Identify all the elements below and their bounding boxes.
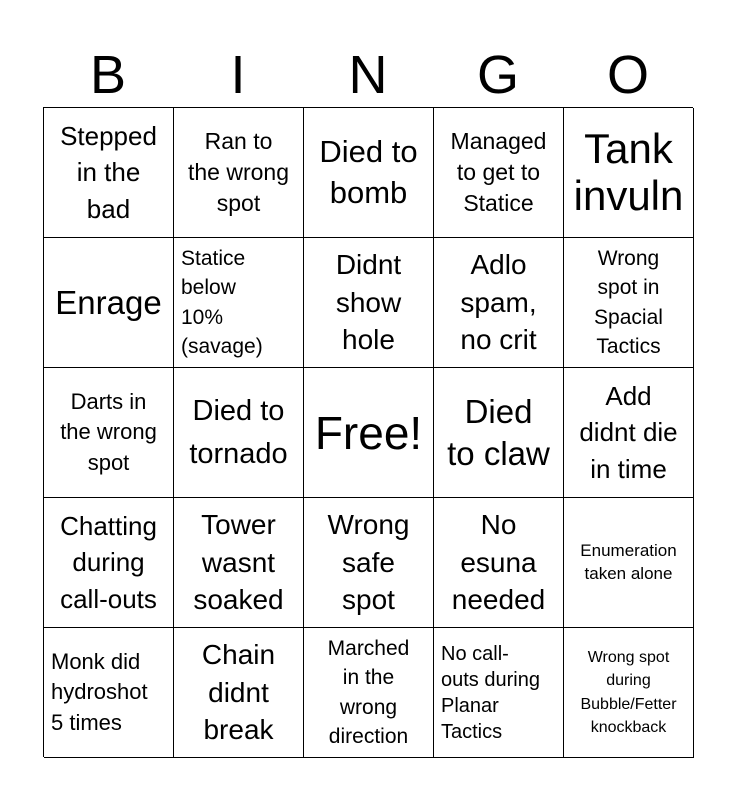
header-letter-b: B (89, 45, 127, 105)
cell-text: Enrage (55, 283, 162, 321)
cell-text: Monk did hydroshot 5 times (51, 649, 148, 735)
bingo-cell[interactable] (564, 238, 694, 368)
bingo-cell[interactable] (434, 238, 564, 368)
header-letter-g: G (476, 45, 519, 105)
bingo-cell[interactable] (44, 368, 174, 498)
bingo-cell[interactable] (44, 108, 174, 238)
cell-text: Died to tornado (189, 395, 288, 470)
bingo-cell[interactable] (564, 368, 694, 498)
cell-text: Marched in the wrong direction (327, 636, 410, 748)
bingo-cell[interactable] (174, 498, 304, 628)
cell-text: Ran to the wrong spot (187, 127, 289, 217)
bingo-cell[interactable] (174, 628, 304, 758)
cell-text: Wrong spot during Bubble/Fetter knockback (580, 649, 677, 736)
bingo-cell[interactable] (44, 628, 174, 758)
cell-text: No call- outs during Planar Tactics (441, 642, 540, 743)
bingo-cell[interactable] (564, 628, 694, 758)
cell-text: Wrong safe spot (327, 508, 410, 616)
cell-text: Tower wasnt soaked (193, 508, 284, 616)
bingo-cell[interactable] (174, 108, 304, 238)
cell-text: Stepped in the bad (60, 120, 157, 224)
bingo-cell[interactable] (434, 108, 564, 238)
bingo-header (43, 42, 693, 108)
cell-text: Died to bomb (319, 134, 418, 210)
cell-text: Adlo spam, no crit (460, 248, 537, 356)
cell-text: Died to claw (447, 393, 550, 472)
cell-text: Wrong spot in Spacial Tactics (594, 246, 663, 358)
bingo-cell[interactable] (44, 498, 174, 628)
cell-text: Managed to get to Statice (450, 127, 547, 217)
bingo-cell[interactable] (174, 368, 304, 498)
bingo-cell[interactable] (564, 108, 694, 238)
free-space[interactable] (304, 368, 434, 498)
header-letter-i: I (230, 45, 246, 105)
header-letter-n: N (348, 45, 388, 105)
bingo-cell[interactable] (434, 498, 564, 628)
cell-text: Chatting during call-outs (60, 510, 157, 614)
bingo-cell[interactable] (434, 368, 564, 498)
bingo-cell[interactable] (304, 498, 434, 628)
bingo-cell[interactable] (174, 238, 304, 368)
cell-text: Didnt show hole (335, 248, 402, 356)
bingo-cell[interactable] (564, 498, 694, 628)
cell-text: Darts in the wrong spot (60, 389, 157, 475)
bingo-cell[interactable] (44, 238, 174, 368)
header-letter-o: O (606, 45, 649, 105)
cell-text: No esuna needed (451, 508, 546, 616)
cell-text: Tank invuln (573, 125, 684, 219)
cell-text: Statice below 10% (savage) (181, 246, 263, 358)
bingo-cell[interactable] (434, 628, 564, 758)
cell-text: Enumeration taken alone (580, 541, 677, 583)
bingo-cell[interactable] (304, 238, 434, 368)
cell-text: Add didnt die in time (579, 380, 678, 484)
bingo-board (43, 107, 693, 757)
bingo-cell[interactable] (304, 108, 434, 238)
bingo-cell[interactable] (304, 628, 434, 758)
cell-text: Free! (314, 406, 423, 459)
cell-text: Chain didnt break (201, 638, 276, 746)
